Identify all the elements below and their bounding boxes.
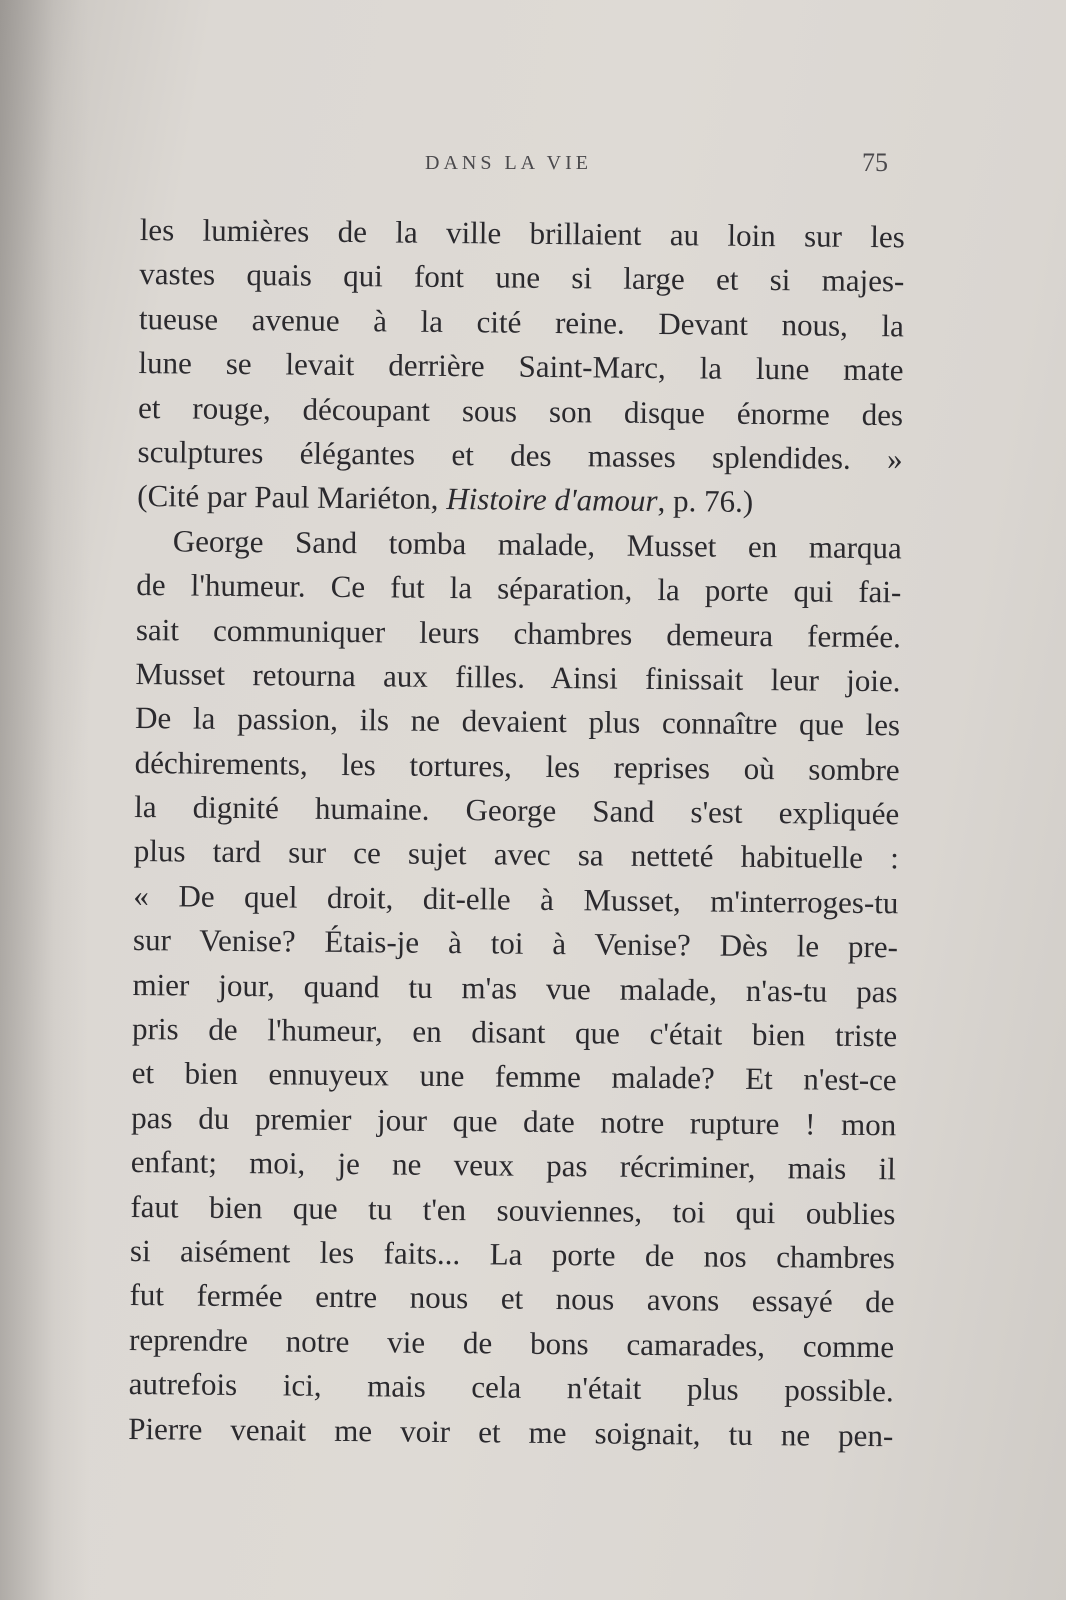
text-line: Musset retourna aux filles. Ainsi finissait leur joie.: [135, 655, 901, 699]
page-number: 75: [862, 148, 888, 177]
text-line: sait communiquer leurs chambres demeura fermée.: [135, 611, 902, 654]
text-line: et rouge, découpant sous son disque énorme des: [137, 389, 904, 432]
text-line: reprendre notre vie de bons camarades, comme: [128, 1321, 895, 1365]
text-line: de l'humeur. Ce fut la séparation, la porte qui fai-: [136, 567, 902, 610]
text-line: sur Venise? Étais-je à toi à Venise? Dès le pre-: [132, 922, 899, 965]
citation-prefix: (Cité par Paul Mariéton,: [137, 478, 447, 517]
citation-line: [137, 474, 902, 526]
text-line: autrefois ici, mais cela n'était plus possible.: [128, 1366, 894, 1409]
text-line: mier jour, quand tu m'as vue malade, n'as-tu pas: [132, 966, 898, 1009]
text-line: lune se levait derrière Saint-Marc, la lune mate: [138, 345, 904, 388]
text-line: plus tard sur ce sujet avec sa netteté habituelle :: [133, 833, 899, 876]
text-line: Pierre venait me voir et me soignait, tu ne pen-: [128, 1410, 894, 1453]
text-line: et bien ennuyeux une femme malade? Et n'est-ce: [131, 1055, 897, 1098]
text-line: faut bien que tu t'en souviennes, toi qui oublies: [130, 1188, 896, 1231]
text-line: les lumières de la ville brillaient au loin sur les: [139, 211, 905, 255]
text-line: pas du premier jour que date notre rupture ! mon: [131, 1099, 897, 1143]
text-line: la dignité humaine. George Sand s'est expliquée: [134, 789, 900, 832]
text-line: sculptures élégantes et des masses splendides. »: [137, 433, 903, 477]
running-header: [140, 148, 900, 182]
text-line: tueuse avenue à la cité reine. Devant nous, la: [138, 300, 905, 344]
text-line: De la passion, ils ne devaient plus connaître que les: [134, 700, 901, 743]
text-line: fut fermée entre nous et nous avons essayé de: [129, 1277, 895, 1320]
text-line: « De quel droit, dit-elle à Musset, m'interroges-tu: [133, 877, 899, 921]
body-text: [128, 208, 905, 1458]
citation-book-title: Histoire d'amour: [446, 481, 658, 519]
running-title: DANS LA VIE: [425, 152, 592, 174]
text-line: déchirements, les tortures, les reprises où sombre: [134, 744, 900, 788]
text-line: si aisément les faits... La porte de nos chambres: [129, 1232, 896, 1276]
citation-suffix: , p. 76.): [657, 483, 754, 520]
text-line: enfant; moi, je ne veux pas récriminer, mais il: [130, 1144, 896, 1187]
paragraph-first-line: George Sand tomba malade, Musset en marqua: [172, 523, 902, 566]
page-gutter-shadow: [0, 0, 90, 1600]
text-line: vastes quais qui font une si large et si majes-: [139, 256, 905, 299]
text-line: pris de l'humeur, en disant que c'était bien triste: [131, 1010, 898, 1054]
